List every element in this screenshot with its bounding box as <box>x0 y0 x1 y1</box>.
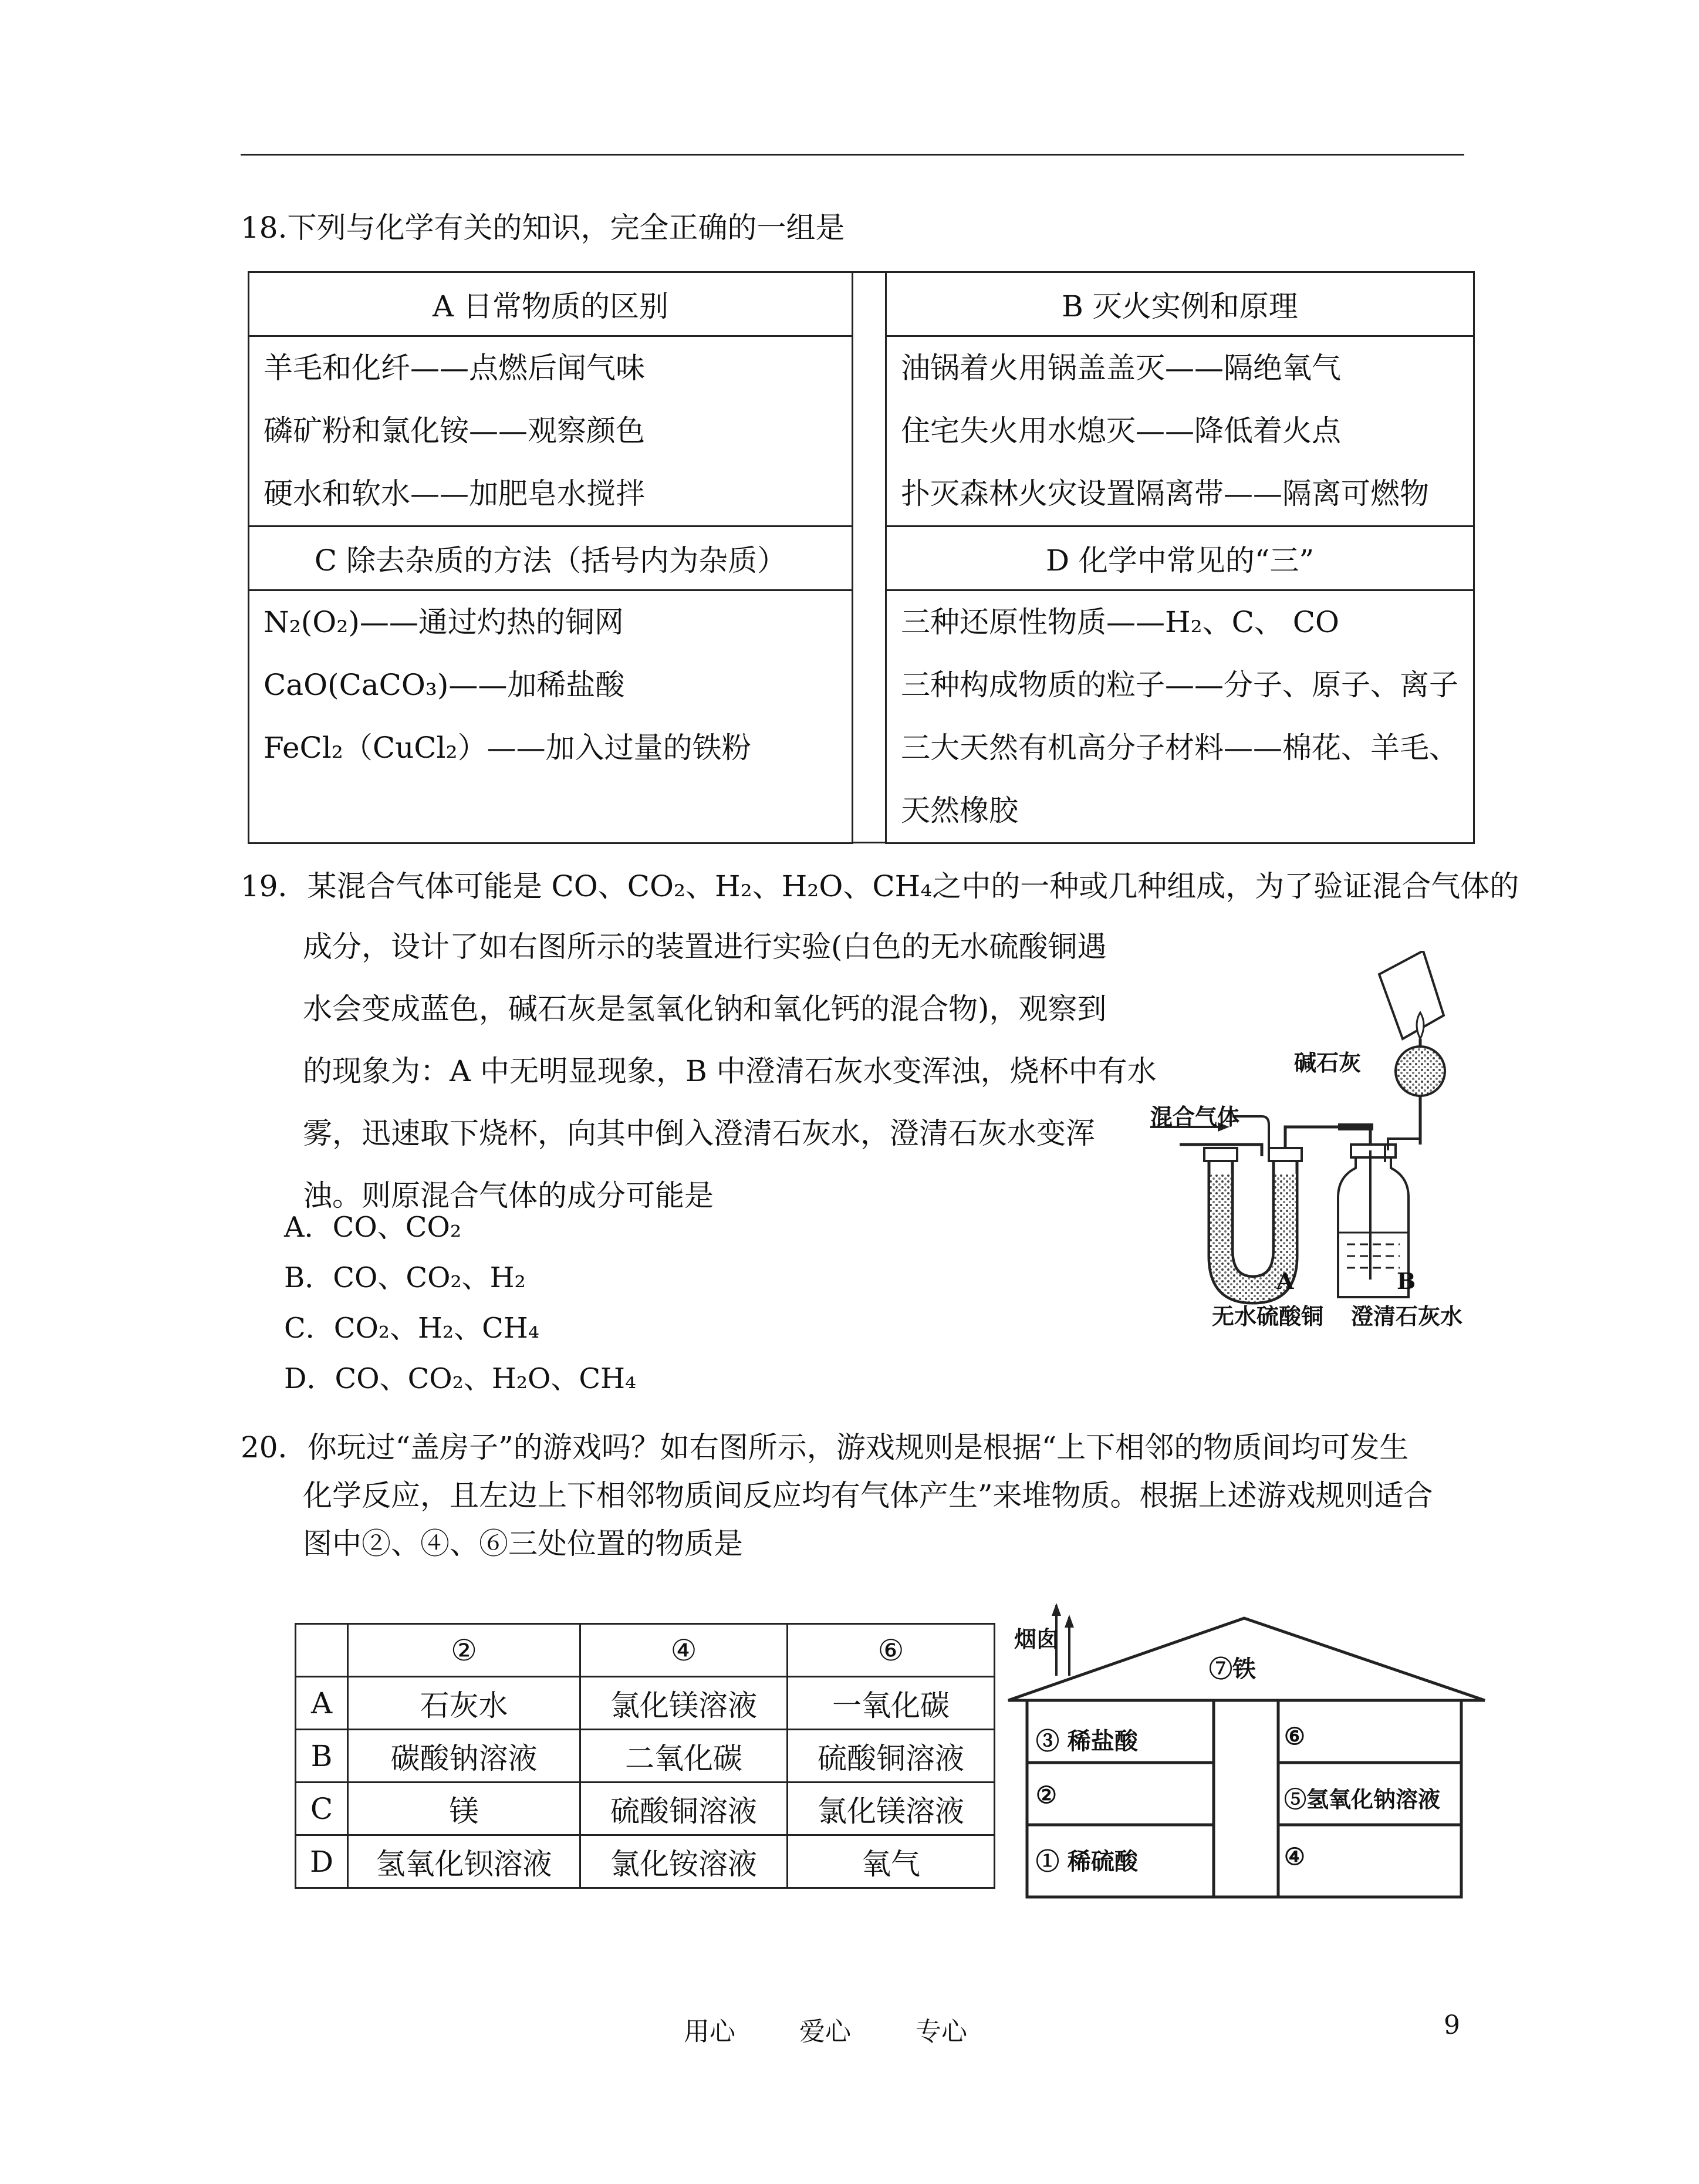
q20-cell: 镁 <box>348 1783 580 1835</box>
q20-options-table <box>295 1623 995 1889</box>
q19-caption-a: 无水硫酸铜 <box>1212 1303 1324 1329</box>
house-left-slot: ① 稀硫酸 <box>1036 1848 1138 1875</box>
footer-text-1: 用心 <box>684 2017 735 2047</box>
house-left-slot: ② <box>1036 1781 1057 1809</box>
page-number: 9 <box>1444 2010 1460 2040</box>
q20-row-label: D <box>296 1835 348 1888</box>
q20-cell: 碳酸钠溶液 <box>348 1730 580 1783</box>
q19-caption-b: 澄清石灰水 <box>1351 1303 1463 1329</box>
q18-b-line: 住宅失火用水熄灭——降低着火点 <box>901 414 1341 448</box>
q18-c-title: C 除去杂质的方法（括号内为杂质） <box>249 526 853 590</box>
beaker-icon <box>1379 951 1444 1039</box>
q18-table-right <box>885 271 1475 844</box>
q19-stem-line: 的现象为：A 中无明显现象，B 中澄清石灰水变浑浊，烧杯中有水 <box>303 1054 1157 1088</box>
q19-label-lime: 碱石灰 <box>1294 1049 1362 1076</box>
q19-label-a: A <box>1276 1268 1294 1294</box>
q18-c-line: N₂(O₂)——通过灼热的铜网 <box>264 605 624 639</box>
table-row <box>296 1730 995 1783</box>
house-right-slot: ⑥ <box>1284 1723 1305 1750</box>
q20-cell: 氢氧化钡溶液 <box>348 1835 580 1888</box>
q20-header-cell: ⑥ <box>788 1624 995 1677</box>
q20-row-label: A <box>296 1677 348 1730</box>
q19-label-b: B <box>1397 1268 1416 1294</box>
table-row <box>296 1677 995 1730</box>
q19-stem-line: 水会变成蓝色，碱石灰是氢氧化钠和氧化钙的混合物)，观察到 <box>303 992 1107 1026</box>
q18-gap-column <box>852 271 885 843</box>
q18-d-line: 三种构成物质的粒子——分子、原子、离子 <box>901 668 1458 702</box>
q18-a-line: 羊毛和化纤——点燃后闻气味 <box>264 351 645 385</box>
house-chimney-label: 烟囱 <box>1014 1626 1059 1652</box>
q19-option-b: B．CO、CO₂、H₂ <box>284 1261 526 1294</box>
q20-row-label: B <box>296 1730 348 1783</box>
q19-label-gas: 混合气体 <box>1150 1103 1240 1130</box>
q20-header-cell <box>296 1624 348 1677</box>
q18-c-line: CaO(CaCO₃)——加稀盐酸 <box>264 668 625 702</box>
q20-stem-line: 20．你玩过“盖房子”的游戏吗？如右图所示，游戏规则是根据“上下相邻的物质间均可发生 <box>241 1430 1409 1464</box>
q19-option-d: D．CO、CO₂、H₂O、CH₄ <box>284 1362 637 1395</box>
q18-b-line: 扑灭森林火灾设置隔离带——隔离可燃物 <box>901 477 1429 511</box>
q19-option-a: A．CO、CO₂ <box>284 1211 462 1244</box>
q19-options <box>284 1202 636 1404</box>
house-right-slot: ⑤氢氧化钠溶液 <box>1284 1786 1441 1812</box>
q20-cell: 石灰水 <box>348 1677 580 1730</box>
q19-option-c: C．CO₂、H₂、CH₄ <box>284 1312 539 1345</box>
q18-table-left <box>248 271 853 844</box>
q18-stem: 18.下列与化学有关的知识，完全正确的一组是 <box>241 211 845 245</box>
q20-header-cell: ② <box>348 1624 580 1677</box>
q20-row-label: C <box>296 1783 348 1835</box>
q20-cell: 一氧化碳 <box>788 1677 995 1730</box>
q19-apparatus-figure <box>1144 951 1473 1326</box>
house-roof-label: ⑦铁 <box>1209 1655 1256 1683</box>
q19-stem-line: 成分，设计了如右图所示的装置进行实验(白色的无水硫酸铜遇 <box>303 930 1107 964</box>
q18-b-title: B 灭火实例和原理 <box>886 272 1474 336</box>
q18-b-line: 油锅着火用锅盖盖灭——隔绝氧气 <box>901 351 1341 385</box>
q20-cell: 硫酸铜溶液 <box>580 1783 788 1835</box>
q18-d-line: 三大天然有机高分子材料——棉花、羊毛、 <box>901 731 1458 765</box>
drying-tube-icon <box>1396 1047 1445 1096</box>
q18-d-line: 三种还原性物质——H₂、C、 CO <box>901 605 1340 639</box>
house-left-slot: ③ 稀盐酸 <box>1036 1727 1138 1755</box>
q20-cell: 二氧化碳 <box>580 1730 788 1783</box>
house-right-slot: ④ <box>1284 1843 1305 1871</box>
q18-a-line: 磷矿粉和氯化铵——观察颜色 <box>264 414 645 448</box>
q18-d-title: D 化学中常见的“三” <box>886 526 1474 590</box>
table-row <box>296 1783 995 1835</box>
q20-cell: 氧气 <box>788 1835 995 1888</box>
q18-a-title: A 日常物质的区别 <box>249 272 853 336</box>
flame-icon <box>1417 1012 1424 1039</box>
q20-stem-line: 化学反应，且左边上下相邻物质间反应均有气体产生”来堆物质。根据上述游戏规则适合 <box>303 1478 1433 1513</box>
q20-cell: 硫酸铜溶液 <box>788 1730 995 1783</box>
table-row <box>296 1835 995 1888</box>
footer-text-3: 专心 <box>916 2017 967 2047</box>
q19-stem-body <box>303 916 1157 1227</box>
q18-a-line: 硬水和软水——加肥皂水搅拌 <box>264 477 645 511</box>
q20-stem <box>241 1423 1433 1568</box>
q19-stem-line: 浊。则原混合气体的成分可能是 <box>303 1179 714 1213</box>
q18-d-line: 天然橡胶 <box>901 794 1018 828</box>
q20-cell: 氯化镁溶液 <box>580 1677 788 1730</box>
q20-cell: 氯化铵溶液 <box>580 1835 788 1888</box>
q20-header-cell: ④ <box>580 1624 788 1677</box>
q20-cell: 氯化镁溶液 <box>788 1783 995 1835</box>
q18-c-line: FeCl₂（CuCl₂）——加入过量的铁粉 <box>264 731 751 765</box>
q20-stem-line: 图中②、④、⑥三处位置的物质是 <box>303 1527 743 1561</box>
q19-stem-line1: 19．某混合气体可能是 CO、CO₂、H₂、H₂O、CH₄之中的一种或几种组成，为了验证混合气体的 <box>241 869 1519 903</box>
footer-text-2: 爱心 <box>799 2017 851 2047</box>
header-rule <box>241 154 1464 156</box>
q19-stem-line: 雾，迅速取下烧杯，向其中倒入澄清石灰水，澄清石灰水变浑 <box>303 1116 1095 1150</box>
